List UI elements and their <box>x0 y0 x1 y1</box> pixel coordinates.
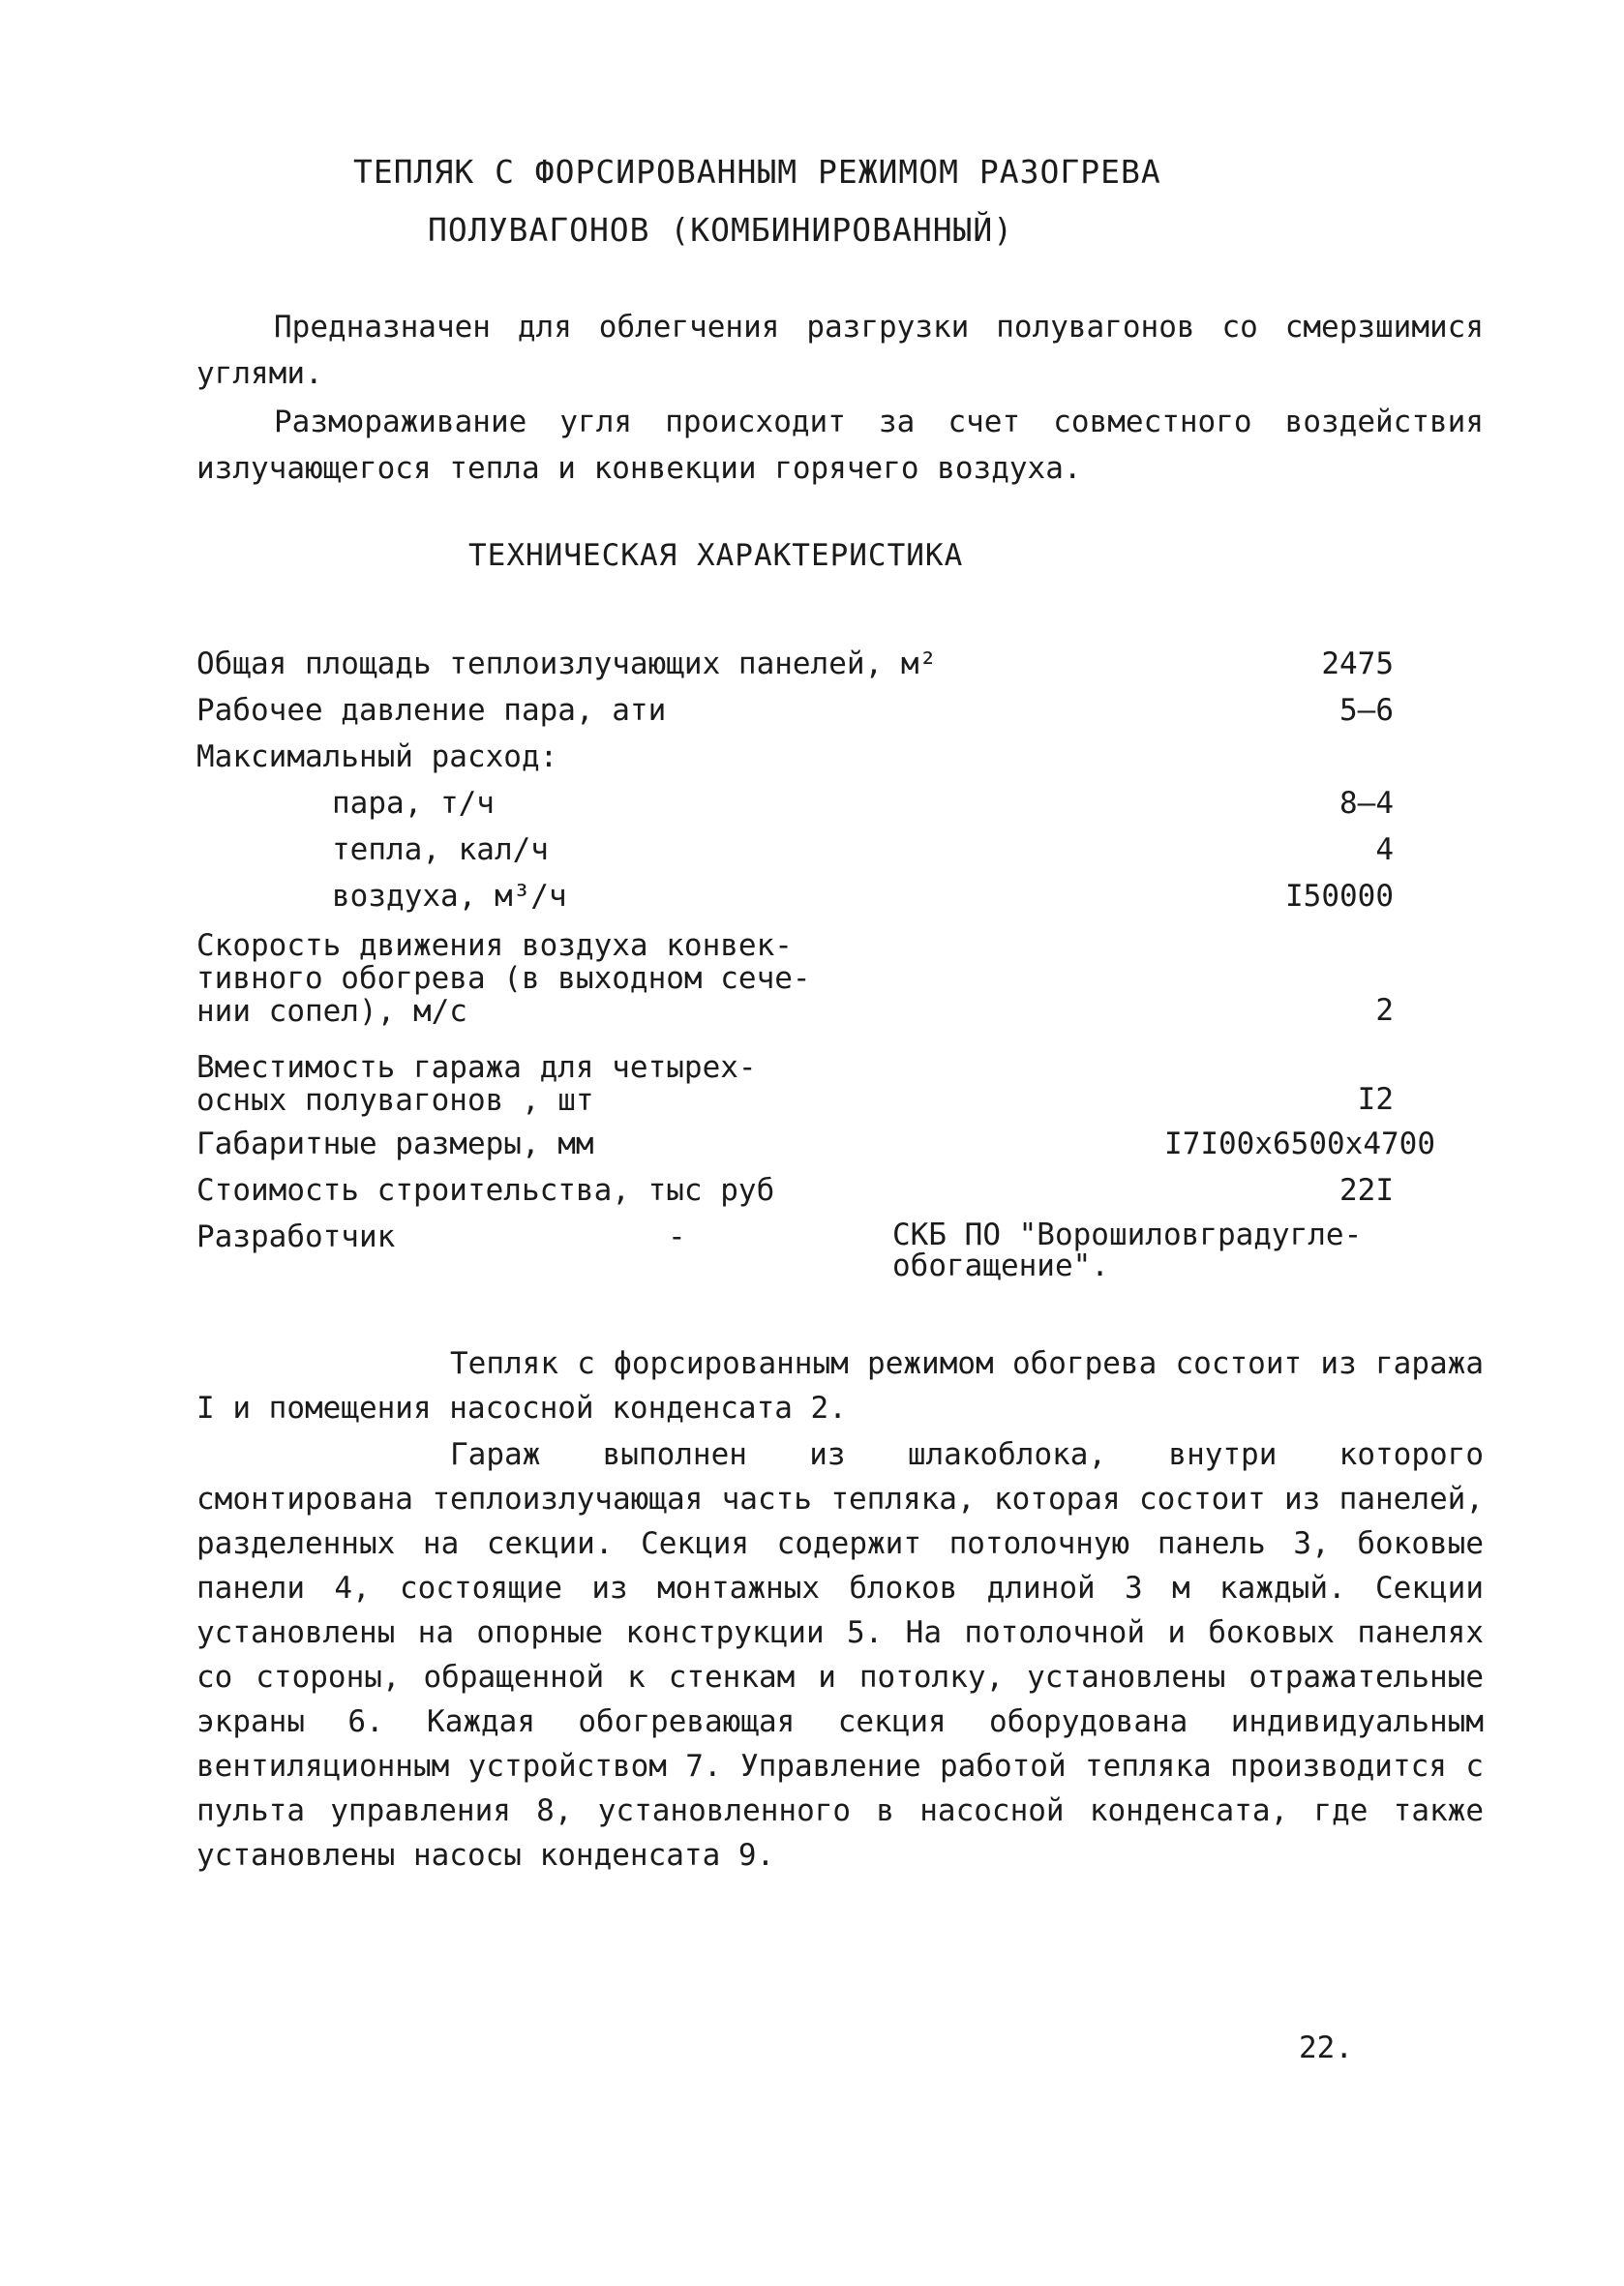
spec-label: Скорость движения воздуха конвек- тивного обогрева (в выходном сече- нии сопел), м/с <box>196 928 811 1029</box>
spec-value-developer: СКБ ПО "Ворошиловградугле- обогащение". <box>892 1218 1363 1283</box>
spec-row-max-flow <box>196 739 1435 774</box>
spec-value: 5–6 <box>1339 693 1394 728</box>
spec-row-capacity <box>196 1051 1435 1119</box>
spec-label: пара, т/ч <box>332 786 495 821</box>
spec-row-dimensions <box>196 1127 1435 1161</box>
spec-value: 8–4 <box>1339 786 1394 821</box>
spec-value: 2 <box>1375 993 1394 1028</box>
spec-row-flow-air <box>196 879 1435 914</box>
title-line-2: ПОЛУВАГОНОВ (КОМБИНИРОВАННЫЙ) <box>428 211 1014 249</box>
spec-label: Рабочее давление пара, ати <box>196 693 667 728</box>
title-line-1: ТЕПЛЯК С ФОРСИРОВАННЫМ РЕЖИМОМ РАЗОГРЕВА <box>353 153 1161 191</box>
spec-row-air-speed <box>196 929 1435 1030</box>
intro-paragraph-principle: Размораживание угля происходит за счет совместного воздействия излучающегося тепла и конвекции горячего воздуха. <box>196 405 1484 486</box>
spec-label: воздуха, м³/ч <box>332 879 567 914</box>
spec-value: 2475 <box>1321 647 1394 681</box>
spec-row-flow-steam <box>196 786 1435 821</box>
spec-label: Максимальный расход: <box>196 739 558 774</box>
spec-dash-developer: - <box>668 1219 686 1254</box>
spec-value: I2 <box>1357 1082 1394 1117</box>
spec-label: Общая площадь теплоизлучающих панелей, м² <box>196 647 938 681</box>
spec-label: Габаритные размеры, мм <box>196 1127 594 1161</box>
spec-label: Вместимость гаража для четырех- осных полувагонов , шт <box>196 1050 757 1118</box>
spec-label: тепла, кал/ч <box>332 832 549 867</box>
spec-row-steam-pressure <box>196 693 1435 728</box>
spec-value: I7I00х6500х4700 <box>1164 1127 1435 1161</box>
spec-row-flow-heat <box>196 832 1435 867</box>
intro-paragraph-purpose: Предназначен для облегчения разгрузки полувагонов со смерзшимися углями. <box>196 310 1484 391</box>
spec-label: Стоимость строительства, тыс руб <box>196 1173 775 1208</box>
spec-value: 22I <box>1339 1173 1394 1208</box>
page-number: 22. <box>1299 2030 1353 2065</box>
spec-heading: ТЕХНИЧЕСКАЯ ХАРАКТЕРИСТИКА <box>468 538 964 573</box>
body-paragraph-description: Гараж выполнен из шлакоблока, внутри которого смонтирована теплоизлучающая часть тепляка, которая состоит из панелей, разделенных на секции. Секция содержит потолочную панель 3, боковые панели 4, состоящие из монтажных блоков длиной 3 м каждый. Секции установлены на опорные конструкции 5. На потолочной и боковых панелях со стороны, обращенной к стенкам и потолку, установлены отражательные экраны 6. Каждая обогревающая секция оборудована индивидуальным вентиляционным устройством 7. Управление работой тепляка производится с пульта управления 8, установленного в насосной конденсата, где также установлены насосы конденсата 9. <box>196 1437 1484 1873</box>
body-paragraph-composition: Тепляк с форсированным режимом обогрева состоит из гаража I и помещения насосной конденсата 2. <box>196 1346 1484 1426</box>
spec-label-developer: Разработчик <box>196 1219 396 1254</box>
spec-value: 4 <box>1375 832 1394 867</box>
spec-value: I50000 <box>1285 879 1394 914</box>
spec-row-cost <box>196 1173 1435 1208</box>
spec-row-panel-area <box>196 647 1435 681</box>
